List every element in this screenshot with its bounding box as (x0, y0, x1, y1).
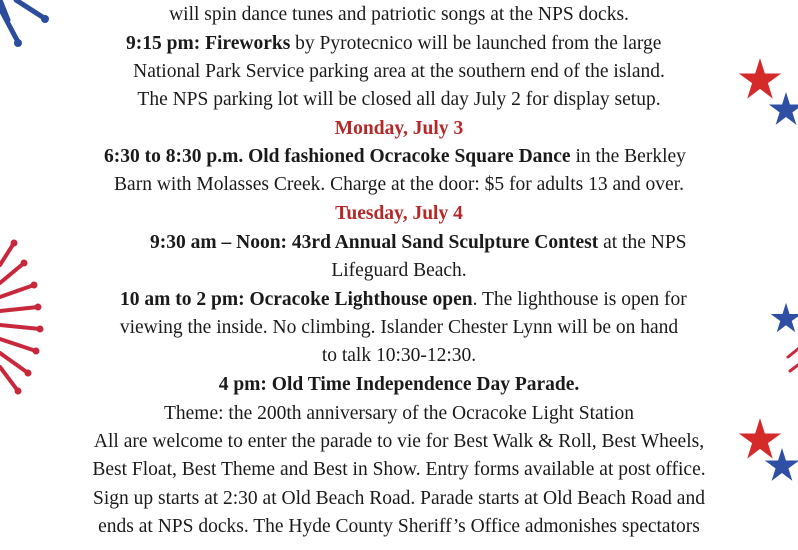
lighthouse-line (120, 289, 790, 311)
text-line: All are welcome to enter the parade to vie for Best Walk & Roll, Best Wheels, (93, 431, 705, 452)
text-line: Theme: the 200th anniversary of the Ocracoke Light Station (163, 403, 635, 424)
text-line: to talk 10:30-12:30. (321, 345, 477, 366)
text-line: The NPS parking lot will be closed all day July 2 for display setup. (137, 89, 661, 110)
day-heading-monday: Monday, July 3 (334, 118, 464, 139)
text-line: Lifeguard Beach. (331, 260, 467, 281)
text-line: viewing the inside. No climbing. Islander Chester Lynn will be on hand (119, 317, 679, 338)
text-span: by Pyrotecnico will be launched from the large (290, 33, 662, 54)
text-span: in the Berkley (570, 146, 686, 167)
text-line: Best Float, Best Theme and Best in Show. Entry forms available at post office. (92, 459, 706, 480)
sand-sculpture-line (150, 232, 790, 254)
event-fireworks: 9:15 pm: Fireworks (126, 33, 291, 54)
fireworks-line (126, 33, 798, 55)
text-line: National Park Service parking area at the southern end of the island. (133, 61, 665, 82)
text-span: at the NPS (598, 232, 687, 253)
event-sand-sculpture: 9:30 am – Noon: 43rd Annual Sand Sculpture Contest (150, 232, 599, 253)
square-dance-line (104, 146, 794, 168)
text-line: ends at NPS docks. The Hyde County Sheriff’s Office admonishes spectators (98, 516, 700, 537)
day-heading-tuesday: Tuesday, July 4 (335, 203, 463, 224)
text-span: . The lighthouse is open for (472, 289, 687, 310)
text-line: Barn with Molasses Creek. Charge at the door: $5 for adults 13 and over. (114, 174, 684, 195)
event-lighthouse: 10 am to 2 pm: Ocracoke Lighthouse open (120, 289, 473, 310)
text-line: Sign up starts at 2:30 at Old Beach Road. Parade starts at Old Beach Road and (93, 488, 705, 509)
text-line: will spin dance tunes and patriotic songs at the NPS docks. (169, 4, 629, 25)
event-square-dance: 6:30 to 8:30 p.m. Old fashioned Ocracoke Square Dance (104, 146, 571, 167)
event-parade: 4 pm: Old Time Independence Day Parade. (218, 374, 580, 395)
